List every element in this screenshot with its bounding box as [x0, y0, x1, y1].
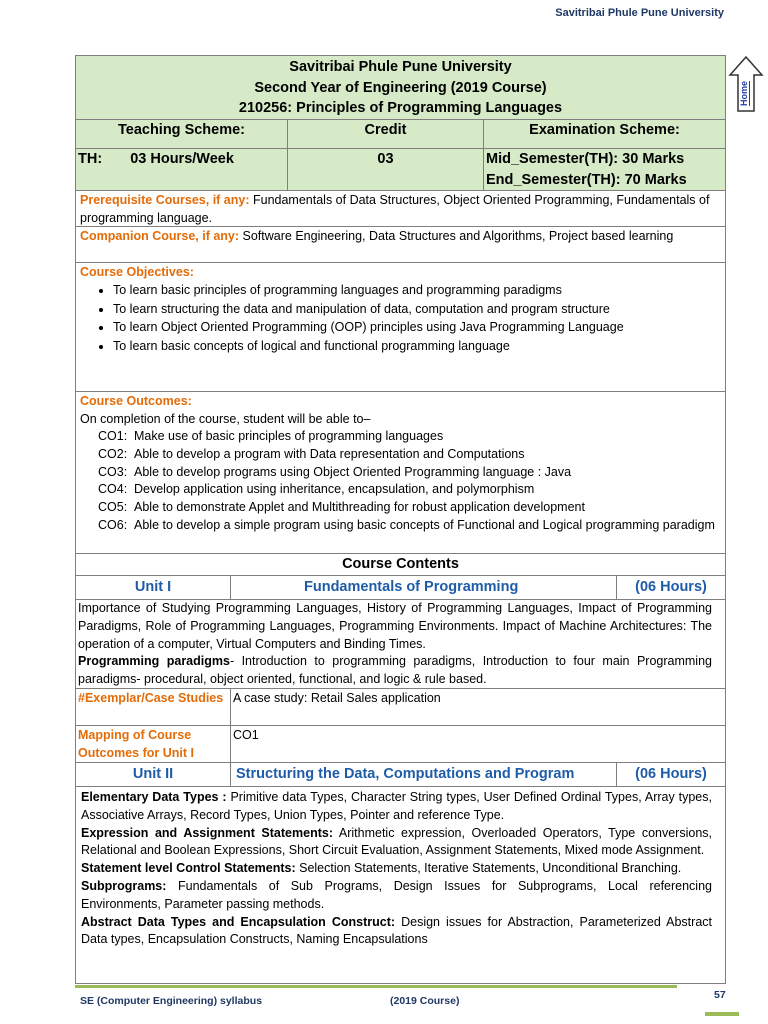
- unit2-header: [76, 763, 725, 787]
- prerequisite-section: [76, 191, 725, 227]
- unit1-number: Unit I: [76, 576, 231, 599]
- unit2-number: Unit II: [76, 763, 231, 786]
- outcome-code: CO4:: [98, 482, 128, 497]
- outcome-code: CO5:: [98, 500, 128, 515]
- unit2-content: [76, 787, 725, 983]
- footer-divider: [75, 985, 677, 988]
- unit2-section: [81, 878, 712, 914]
- course-title-block: [76, 56, 725, 120]
- mapping-value: CO1: [233, 728, 259, 742]
- header-university: Savitribai Phule Pune University: [555, 7, 724, 19]
- outcomes-list: [98, 428, 721, 535]
- outcome-item: [98, 464, 721, 482]
- mapping-label: Mapping of Course Outcomes for Unit I: [76, 726, 231, 762]
- outcome-text: Make use of basic principles of programming languages: [134, 429, 444, 443]
- unit2-section: [81, 860, 712, 878]
- objective-item: • To learn Object Oriented Programming (OOP) principles using Java Programming Language: [113, 318, 721, 337]
- outcome-code: CO6:: [98, 517, 128, 532]
- unit1-paradigms-text: - Introduction to programming paradigms, Introduction to four main Programming paradigms- procedural, object oriented, functional, and logic & rule based.: [78, 654, 712, 687]
- unit1-content: [76, 600, 725, 689]
- unit1-exemplar-row: [76, 689, 725, 726]
- objective-item: • To learn basic concepts of logical and functional programming language: [113, 337, 721, 356]
- unit1-header: [76, 576, 725, 600]
- unit1-paradigms-heading: Programming paradigms: [78, 654, 230, 669]
- unit2-section: [81, 914, 712, 950]
- unit2-section: [81, 825, 712, 861]
- teaching-scheme-label: Teaching Scheme:: [76, 120, 288, 148]
- footer-course: (2019 Course): [390, 995, 460, 1007]
- course-title: 210256: Principles of Programming Languages: [238, 100, 563, 116]
- outcome-item: [98, 428, 721, 446]
- scheme-header-row: [76, 120, 725, 149]
- companion-label: Companion Course, if any:: [80, 229, 240, 243]
- unit2-section: [81, 789, 712, 825]
- prerequisite-text: Fundamentals of Data Structures, Object Oriented Programming, Fundamentals of programming language.: [80, 193, 710, 225]
- exam-marks: [484, 149, 725, 190]
- unit2-section-text: Design issues for Abstraction, Parameterized Abstract Data types, Encapsulation Constructs, Naming Encapsulations: [81, 914, 712, 947]
- outcome-item: [98, 499, 721, 517]
- exam-scheme-label: Examination Scheme:: [529, 122, 680, 138]
- university-title: Savitribai Phule Pune University: [289, 59, 512, 75]
- outcome-item: [98, 446, 721, 464]
- footer-accent-bar: [705, 1012, 739, 1016]
- outcome-code: CO1:: [98, 429, 128, 443]
- program-title: Second Year of Engineering (2019 Course): [254, 79, 547, 96]
- end-semester-marks: End_Semester(TH): 70 Marks: [486, 172, 687, 188]
- credit-label: Credit: [288, 120, 484, 148]
- unit2-section-heading: Subprograms:: [81, 878, 167, 893]
- outcome-text: Able to develop programs using Object Oriented Programming language : Java: [134, 464, 572, 479]
- syllabus-table: [75, 55, 726, 984]
- objectives-section: [76, 263, 725, 392]
- outcome-text: Develop application using inheritance, encapsulation, and polymorphism: [134, 482, 535, 497]
- outcomes-section: [76, 392, 725, 554]
- unit2-section-heading: Abstract Data Types and Encapsulation Construct:: [81, 914, 396, 929]
- outcome-text: Able to demonstrate Applet and Multithreading for robust application development: [134, 500, 585, 515]
- unit1-hours: (06 Hours): [635, 579, 707, 595]
- credit-value: 03: [288, 149, 484, 190]
- unit1-paradigms: [78, 653, 712, 689]
- unit2-section-text: Fundamentals of Sub Programs, Design Issues for Subprograms, Local referencing Environments, Parameter passing methods.: [81, 878, 712, 911]
- teaching-hours: [76, 149, 288, 190]
- unit1-mapping-row: [76, 726, 725, 763]
- exemplar-value: A case study: Retail Sales application: [233, 691, 441, 705]
- unit2-title: Structuring the Data, Computations and Program: [231, 763, 617, 786]
- outcome-text: Able to develop a program with Data representation and Computations: [134, 446, 525, 461]
- unit1-title: Fundamentals of Programming: [231, 576, 617, 599]
- footer-syllabus: SE (Computer Engineering) syllabus: [80, 995, 263, 1007]
- exemplar-label: #Exemplar/Case Studies: [76, 689, 231, 725]
- outcome-text: Able to develop a simple program using basic concepts of Functional and Logical programming paradigm: [134, 517, 715, 532]
- unit1-paragraph: Importance of Studying Programming Languages, History of Programming Languages, Impact of Programming Paradigms, Role of Programming Languages, Programming Environments. Impact of Machine Architectures: The operation of a computer, Virtual Computers and Binding Times.: [78, 601, 712, 651]
- page-number: 57: [714, 989, 726, 1001]
- companion-text: Software Engineering, Data Structures and Algorithms, Project based learning: [239, 229, 674, 243]
- unit2-hours: (06 Hours): [635, 766, 707, 782]
- companion-section: [76, 227, 725, 263]
- mid-semester-marks: Mid_Semester(TH): 30 Marks: [486, 151, 685, 167]
- unit2-section-heading: Expression and Assignment Statements:: [81, 825, 333, 840]
- objective-item: • To learn structuring the data and manipulation of data, computation and program structure: [113, 300, 721, 319]
- outcome-item: [98, 481, 721, 499]
- course-contents-title: Course Contents: [76, 554, 725, 576]
- outcome-item: [98, 517, 721, 535]
- home-button[interactable]: [728, 55, 764, 113]
- prerequisite-label: Prerequisite Courses, if any:: [80, 193, 250, 207]
- objectives-label: Course Objectives:: [80, 265, 194, 279]
- home-link[interactable]: Home: [739, 80, 749, 106]
- th-value: 03 Hours/Week: [130, 151, 234, 167]
- unit2-section-text: Primitive data Types, Character String types, User Defined Ordinal Types, Array types, Associative Arrays, Record Types, Union Types, Pointer and reference Type.: [81, 790, 712, 822]
- th-label: TH:: [78, 151, 103, 167]
- objective-item: • To learn basic principles of programming languages and programming paradigms: [113, 281, 721, 300]
- objectives-list: [80, 281, 721, 355]
- outcome-code: CO2:: [98, 446, 128, 461]
- unit2-section-text: Selection Statements, Iterative Statements, Unconditional Branching.: [295, 861, 682, 876]
- unit2-section-heading: Elementary Data Types :: [81, 790, 227, 804]
- outcome-code: CO3:: [98, 464, 128, 479]
- unit2-section-text: Arithmetic expression, Overloaded Operators, Type conversions, Relational and Boolean Expressions, Short Circuit Evaluation, Assignment Statements, Mixed mode Assignment.: [81, 825, 712, 858]
- scheme-values-row: [76, 149, 725, 191]
- outcomes-intro: On completion of the course, student will be able to–: [80, 412, 371, 426]
- outcomes-label: Course Outcomes:: [80, 394, 192, 408]
- unit2-section-heading: Statement level Control Statements:: [81, 861, 296, 876]
